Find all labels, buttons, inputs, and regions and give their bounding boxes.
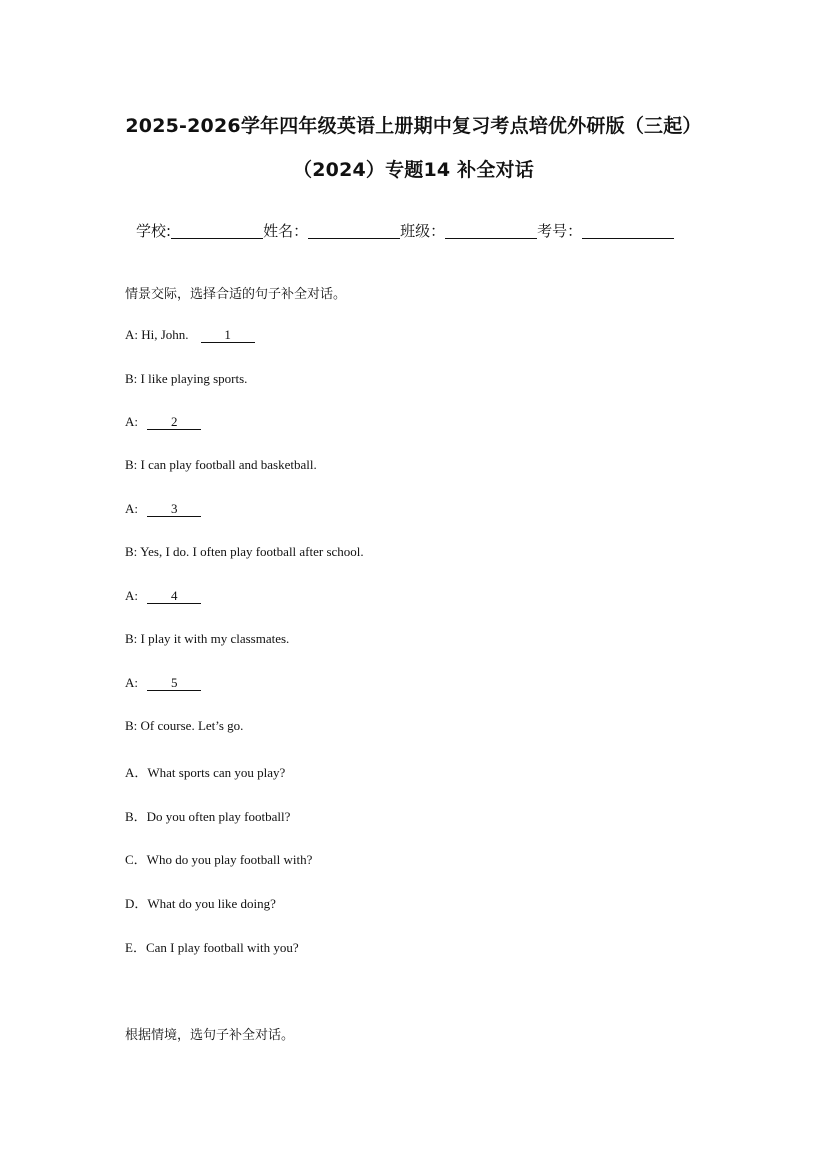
dialogue-text: Yes, I do. I often play football after school. xyxy=(140,544,364,559)
dialogue-text: I like playing sports. xyxy=(140,371,248,386)
dialogue-line xyxy=(125,414,201,430)
dialogue-text: Of course. Let’s go. xyxy=(140,718,244,733)
option-c: C．Who do you play football with? xyxy=(125,852,313,867)
option-b: B．Do you often play football? xyxy=(125,809,291,824)
speaker-label: B: xyxy=(125,544,141,559)
answer-blank[interactable]: 5 xyxy=(147,676,201,691)
section1-instruction: 情景交际，选择合适的句子补全对话。 xyxy=(125,287,347,302)
dialogue-line xyxy=(125,675,201,691)
speaker-label: A: xyxy=(125,327,142,342)
dialogue-line xyxy=(125,327,255,343)
school-label: 学校: xyxy=(136,222,172,240)
school-field[interactable] xyxy=(171,222,263,239)
dialogue-text: Hi, John. xyxy=(141,327,189,342)
dialogue-text: I play it with my classmates. xyxy=(140,631,290,646)
speaker-label: A: xyxy=(125,588,142,603)
dialogue-line xyxy=(125,544,364,560)
dialogue-line xyxy=(125,718,243,734)
section2-instruction: 根据情境，选句子补全对话。 xyxy=(125,1028,295,1043)
dialogue-line xyxy=(125,631,289,647)
dialogue-line xyxy=(125,501,201,517)
dialogue-line xyxy=(125,371,247,387)
answer-blank[interactable]: 4 xyxy=(147,589,201,604)
exam-no-field[interactable] xyxy=(582,222,674,239)
option-d: D．What do you like doing? xyxy=(125,896,276,911)
speaker-label: A: xyxy=(125,414,142,429)
option-a: A．What sports can you play? xyxy=(125,765,286,780)
speaker-label: B: xyxy=(125,371,141,386)
speaker-label: A: xyxy=(125,675,142,690)
page-title-line-2: （2024）专题14 补全对话 xyxy=(293,159,534,181)
speaker-label: A: xyxy=(125,501,142,516)
speaker-label: B: xyxy=(125,718,141,733)
dialogue-line xyxy=(125,588,201,604)
page-title-line-1: 2025-2026学年四年级英语上册期中复习考点培优外研版（三起） xyxy=(125,115,702,137)
dialogue-line xyxy=(125,457,317,473)
speaker-label: B: xyxy=(125,631,141,646)
class-label: 班级： xyxy=(400,222,446,240)
option-e: E．Can I play football with you? xyxy=(125,940,299,955)
exam-no-label: 考号： xyxy=(537,222,583,240)
speaker-label: B: xyxy=(125,457,141,472)
class-field[interactable] xyxy=(445,222,537,239)
answer-blank[interactable]: 1 xyxy=(201,328,255,343)
answer-blank[interactable]: 2 xyxy=(147,415,201,430)
dialogue-text: I can play football and basketball. xyxy=(140,457,317,472)
name-field[interactable] xyxy=(308,222,400,239)
name-label: 姓名： xyxy=(263,222,309,240)
answer-blank[interactable]: 3 xyxy=(147,502,201,517)
student-info-row xyxy=(136,220,674,241)
